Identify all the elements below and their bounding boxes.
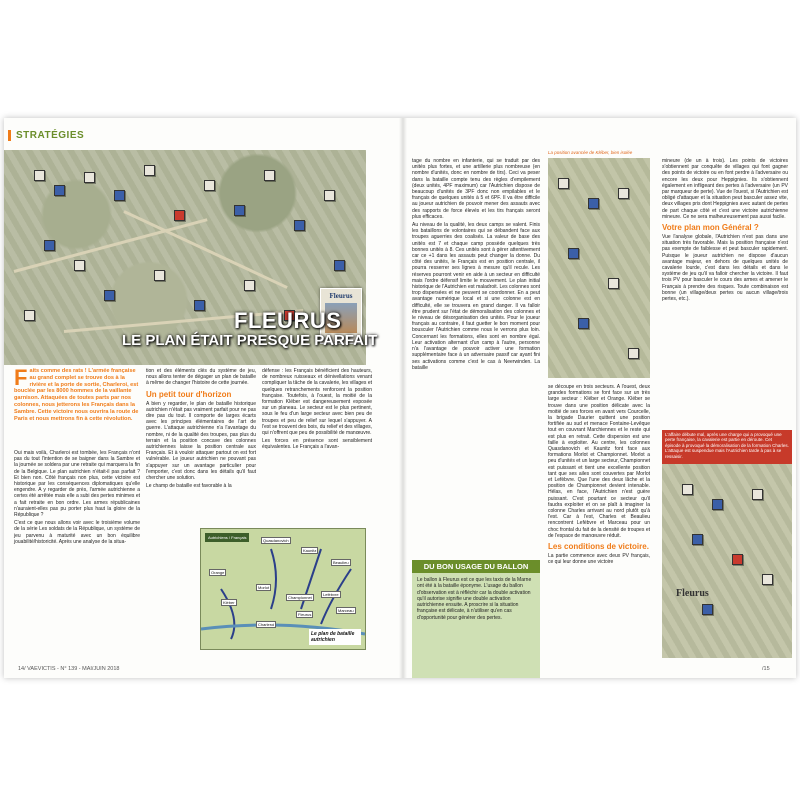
article-title: FLEURUS [234, 308, 342, 333]
diagram-label: Kaunitz [303, 548, 317, 553]
map-photo-fleurus [662, 464, 792, 658]
diagram-label: Lefèbvre [323, 592, 339, 597]
article-lede [14, 365, 140, 422]
counter [618, 188, 629, 199]
magazine-spread [4, 118, 796, 678]
counter [194, 300, 205, 311]
diagram-label: Quasdanovich [263, 538, 289, 543]
paragraph: A bien y regarder, le plan de bataille historique autrichien n'était pas vraiment parfait pour ne pas dire pas du tout. Il comporte de larges écarts avec les principes élémentaires de l'art de guerre. L'attaque autrichienne n'a l'avantage du nombre, ni de la qualité des troupes, pas plus du terrain et la position concave des colonnes autrichiennes laisse la position centrale aux Français. Et à vouloir attaquer partout on est fort vulnérable. Le joueur autrichien ne pouvant pas s'appuyer sur un avantage particulier pour l'emporter, c'est donc dans les détails qu'il faut chercher une solution. [146, 400, 256, 482]
sidebar-heading: DU BON USAGE DU BALLON [412, 560, 540, 573]
counter [334, 260, 345, 271]
counter [44, 240, 55, 251]
counter [54, 185, 65, 196]
counter [294, 220, 305, 231]
lede-text: aits comme des rats ! L'armée française au grand complet se trouve dos à la rivière et la porte de sortie, Charleroi, est bouclée par les 8000 hommes de la vaillante garnison. Attaquées de toutes parts par nos colonnes, nous jetterons les Français dans la Sambre. Cette victoire nous ouvrira la route de Paris et nous mettrons fin à cette révolution. [14, 368, 139, 422]
counter [682, 484, 693, 495]
paragraph: Oui mais voilà, Charleroi est tombée, les Français n'ont pas du tout l'intention de se baigner dans la Sambre et la journée se soldera par une retraite qui marquera la fin de la Belgique. Le plan autrichien n'était-il pas parfait ? Et bien non. Côté français non plus, cette victoire est historique par les conséquences diplomatiques qu'elle engendre. A y regarder de près, l'armée autrichienne a certes été arrêtée mais elle a subi des pertes minimes et a fait retraite en bon ordre. Les armes républicaines n'auraient-elles pas pu porter plus haut la gloire de la République ? [14, 450, 140, 519]
column-1 [14, 450, 140, 547]
section-heading: Les conditions de victoire. [548, 542, 649, 552]
counter [264, 170, 275, 181]
page-gutter [399, 118, 407, 678]
column-2 [146, 368, 256, 491]
counter [24, 310, 35, 321]
counter [732, 554, 743, 565]
paragraph: Les forces en présence sont sensiblement équivalentes. Le Français a l'avan- [262, 438, 372, 451]
diagram-label: Charleroi [258, 622, 275, 627]
column-4 [412, 158, 540, 373]
paragraph: défense : les Français bénéficient des hauteurs, de nombreux ruisseaux et dénivellations venant compliquer la tâche de la cavalerie, les villages et quelques retranchements renforcent la position française. Toutefois, à l'ouest, la moitié de la formation Kléber est dangereusement exposée sur un planeau. Le secteur est le plus pertinent, sous le feu d'un large secteur avec bien peu de troupes et peu de relief sur lequel s'appuyer. A l'est se trouvent des bois, du relief et des villages, qui n'offrent que peu de possibilité de manœuvre. [262, 368, 372, 437]
counter [608, 278, 619, 289]
counter [144, 165, 155, 176]
counter [154, 270, 165, 281]
footer-right: /15 [762, 666, 770, 672]
counter [712, 499, 723, 510]
photo-caption: La position avancée de Kléber, bien isolée [548, 150, 633, 155]
diagram-legend: Autrichiens / Français [205, 533, 249, 542]
column-3 [262, 368, 372, 453]
paragraph: C'est ce que nous allons voir avec le troisième volume de la série Les soldats de la République, un système de jeu parvenu à maturité avec un bon équilibre jouabilité/historicité. Après une analyse de la situa- [14, 520, 140, 545]
counter [692, 534, 703, 545]
counter [702, 604, 713, 615]
battle-plan-diagram [200, 528, 366, 650]
counter [104, 290, 115, 301]
paragraph: tage du nombre en infanterie, qui se traduit par des unités plus fortes, et une artillerie plus nombreuse (en nombre d'unités, donc en nombre de tirs). Ceci va peser dans la bataille compte tenu des règles d'empilement (deux unités, 4PF maximum) car l'Autrichien dispose de beaucoup d'unités de 3PF donc non empilables et le français de quelques unités à 5 et 6PF. Il va être difficile au joueur autrichien de pouvoir mener des assauts avec des rapports de force élevés et les tirs français seront plus efficaces. [412, 158, 540, 220]
paragraph: se découpe en trois secteurs. A l'ouest, deux grandes formations se font face sur un très large secteur : Kléber et Orange. Kléber se trouve dans une position délicate avec la moitié de ses forces en avant vers Courcelle, la brigade Daurier quittent une position fortifiée au sud et menace Fontaine-Levêque tout en couvrant Marchiennes et le reste qui est plus en retrait. Cette dispersion est une faille à exploiter. Au centre, les colonnes Quasdanovich et Kaunitz font face aux formations Morlot et Championnet. Morlot a peu d'unités et un large secteur, Championnet est puissant et tient une excellente position tant que ses ailes sont couvertes par Morlot et Lefèbvre. Que l'une des deux lâche et la position de Championnet devient intenable. Hélas, en face, l'Autrichien n'est guère puissant. C'est pourtant ce secteur qu'il faudra exploiter et on se plaît à imaginer la colonne Charles arrivant au nord plutôt qu'à l'est. Car à l'est, Charles et Beaulieu rencontrent Lefèbvre et Marceau pour un choc frontal du fait de la densité de troupes et de l'espace de manœuvre réduit. [548, 384, 650, 539]
diagram-label: Fleurus [298, 612, 312, 617]
counter [628, 348, 639, 359]
column-5 [548, 384, 650, 567]
counter [34, 170, 45, 181]
diagram-label: Orange [211, 570, 225, 575]
map-photo-kleber [548, 158, 650, 378]
map-place-label: Fleurus [676, 588, 709, 599]
counter [578, 318, 589, 329]
paragraph: Au niveau de la qualité, les deux camps se valent. Finis les bataillons de volontaires qui se débandent face aux troupes aguerries des coalisés. La valeur de base des unités est 7 et chaque camp possède quelques très bonnes unités à 8. Ces unités sont à gérer attentivement car ce +1 dans les assauts peut changer la donne. Du côté des unités, le Français est en position centrale, il pourra resserrer ses lignes à mesure qu'il recule. Les réserves pourront venir en aide à un secteur en difficulté mais l'ordre défensif limite le mouvement. Le plan initial historique de l'Autrichien est maladroit. Les colonnes sont trop dispersées et ne peuvent se coordonner. En a peut avantage numérique local et si une colonne est en difficulté, elle se trouvera en grand danger. Il va falloir être prudent sur l'état de démoralisation des colonnes et le niveau de désorganisation des unités. Pour le joueur français au contraire, il faut guetter le bon moment pour bousculer l'Autrichien comme nous le verrons plus loin. Concernant les formations, elles sont en nombre égal. Leur activation alternant d'un camp à l'autre, personne n'a l'avantage de pouvoir activer une formation supplémentaire face à un adversaire passif car ayant fini ses activations comme c'est le cas à Neerwinden. La bataille [412, 222, 540, 371]
photo-caption-box: L'affaire débute mal, après une charge qui a provoqué une perte française, la cavalerie est partie en déroute. Cet épisode à provoqué la démoralisation de la formation Charles. L'attaque est suspendue mais l'Autrichien tarde à pas à se ressaisir. [662, 430, 792, 464]
paragraph: mineure (de un à trois). Les points de victoires s'obtiennent par conquête de villages qui font gagner des points de victoire ou en font perdre à l'adversaire ou encore les deux pour Heppignies. Ils s'obtiennent également en infligeant des pertes à l'adversaire (un PV par marqueur de perte). Vue de l'ouest, si l'Autrichien est obligé d'attaquer et la situation peut basculer assez vite, deux villages pris dont Heppignies avec autant de pertes de part chaque côté et c'est une victoire autrichienne mineure. Ce ne sera malheureusement pas aussi facile. [662, 158, 788, 220]
column-6 [662, 158, 788, 304]
diagram-label: Beaulieu [333, 560, 349, 565]
game-box-title: Fleurus [329, 292, 353, 300]
rubric-label: STRATÉGIES [16, 130, 85, 141]
diagram-label: Morlot [258, 585, 270, 590]
counter [84, 172, 95, 183]
article-subtitle: LE PLAN ÉTAIT PRESQUE PARFAIT [122, 332, 378, 349]
sidebar-box [412, 560, 540, 678]
counter [204, 180, 215, 191]
counter [114, 190, 125, 201]
section-heading: Un petit tour d'horizon [146, 389, 232, 399]
diagram-caption: Le plan de bataille autrichien [309, 629, 361, 645]
rubric-bar [8, 130, 11, 141]
section-heading: Votre plan mon Général ? [662, 223, 759, 233]
counter [324, 190, 335, 201]
counter [558, 178, 569, 189]
counter [568, 248, 579, 259]
diagram-label: Marceau [338, 608, 354, 613]
counter [588, 198, 599, 209]
map-road [14, 218, 208, 273]
counter [74, 260, 85, 271]
paragraph: Le champ de bataille est favorable à la [146, 483, 232, 490]
paragraph: Vue l'analyse globale, l'Autrichien n'est pas dans une situation très favorable. Mais la position française n'est pas exempte de faiblesse et peut basculer rapidement. Puisque le joueur autrichien ne dispose d'aucun avantage majeur, en dehors de quelques unités de cavalerie lourde, c'est dans les détails et dans le système de jeu qu'il va falloir chercher la victoire. Il faut trois PV pour basculer le cours des armes et amener le Français à prendre des risques. Toute combinaison est bonne (un village/deux pertes ou aucun village/trois pertes, etc.). [662, 234, 788, 303]
sidebar-body: Le ballon à Fleurus est ce que les taxis de la Marne ont été à la bataille éponyme. L'usage du ballon d'observation est à réfléchir car la double activation qu'il autorise signifie une double activation autrichienne ensuite. A proscrire si la situation française est délicate, à n'utiliser qu'en cas d'opportunité pour générer des pertes. [417, 577, 532, 621]
diagram-label: Kléber [223, 600, 235, 605]
map-road [123, 210, 287, 289]
paragraph: tion et des éléments clés du système de jeu, nous allons tenter de dégager un plan de bataille à même de changer l'histoire de cette journée. [146, 368, 256, 387]
counter [752, 489, 763, 500]
counter [234, 205, 245, 216]
paragraph: La partie commence avec deux PV français, ce qui leur donne une victoire [548, 553, 650, 566]
arrow [271, 549, 276, 609]
counter [244, 280, 255, 291]
diagram-label: Championnet [288, 595, 312, 600]
arrow [221, 589, 234, 639]
drop-cap: F [14, 365, 28, 390]
counter [174, 210, 185, 221]
counter [762, 574, 773, 585]
footer-left: 14/ VAEVICTIS - N° 139 - MAI/JUIN 2018 [18, 666, 120, 672]
